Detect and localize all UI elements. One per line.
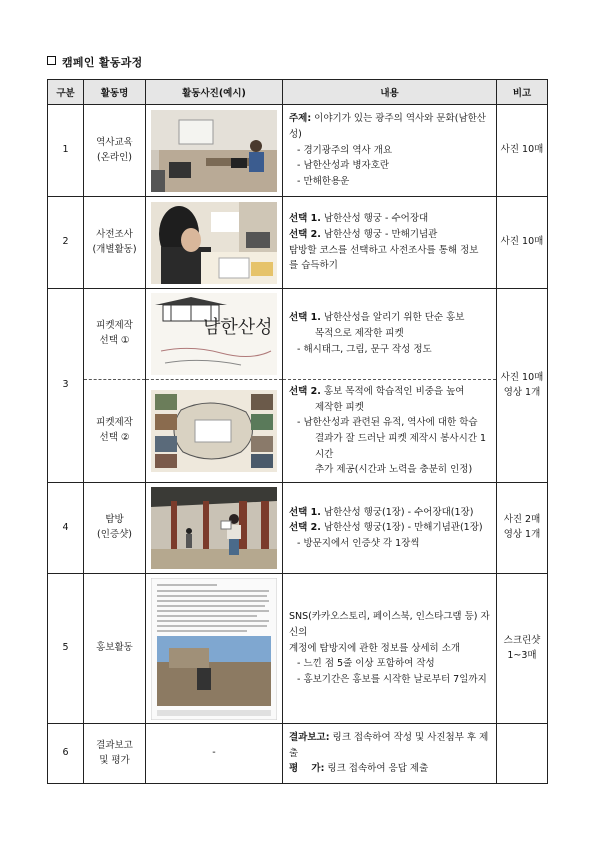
content-cell: SNS(카카오스토리, 페이스북, 인스타그램 등) 자신의 계정에 탐방지에 관한 정보를 상세히 소개 - 느낀 점 5줄 이상 포함하여 작성 - 홍보기간은 홍보를 시작한 날로부터 7일까지 xyxy=(283,574,497,724)
picket-photo-2 xyxy=(151,390,277,472)
photo-cell xyxy=(146,289,283,380)
activity-name: 탐방 (인증샷) xyxy=(84,483,146,574)
sns-screenshot xyxy=(151,578,277,720)
table-row xyxy=(48,105,548,197)
photo-cell xyxy=(146,197,283,289)
content-cell: 선택 1. 남한산성을 알리기 위한 단순 홍보 목적으로 제작한 피켓 - 해시태그, 그림, 문구 작성 정도 xyxy=(283,289,497,380)
checkbox-icon xyxy=(47,56,56,65)
activity-name: 피켓제작 선택 ① xyxy=(84,289,146,380)
table-row xyxy=(48,724,548,784)
picket-text: 남한산성 xyxy=(203,317,273,338)
note-cell: 스크린샷 1~3매 xyxy=(497,574,548,724)
research-photo xyxy=(151,202,277,284)
photo-cell xyxy=(146,380,283,483)
row-no: 4 xyxy=(48,483,84,574)
content-cell: 선택 1. 남한산성 행궁(1장) - 수어장대(1장) 선택 2. 남한산성 행궁(1장) - 만해기념관(1장) - 방문지에서 인증샷 각 1장씩 xyxy=(283,483,497,574)
photo-cell xyxy=(146,105,283,197)
activity-name: 홍보활동 xyxy=(84,574,146,724)
header-no: 구분 xyxy=(48,80,84,105)
content-cell: 선택 1. 남한산성 행궁 - 수어장대 선택 2. 남한산성 행궁 - 만해기념관 탐방할 코스를 선택하고 사전조사를 통해 정보 를 습득하기 xyxy=(283,197,497,289)
table-row xyxy=(48,574,548,724)
content-cell: 결과보고: 링크 접속하여 작성 및 사진첨부 후 제출 평 가: 링크 접속하여 응답 제출 xyxy=(283,724,497,784)
table-header-row xyxy=(48,80,548,105)
row-no: 6 xyxy=(48,724,84,784)
picket-photo-1 xyxy=(151,293,277,375)
row-no: 5 xyxy=(48,574,84,724)
photo-cell: - xyxy=(146,724,283,784)
activity-table xyxy=(47,79,548,784)
table-row xyxy=(48,483,548,574)
note-cell: 사진 2매 영상 1개 xyxy=(497,483,548,574)
row-no: 3 xyxy=(48,289,84,483)
activity-name: 사전조사 (개별활동) xyxy=(84,197,146,289)
activity-name: 역사교육 (온라인) xyxy=(84,105,146,197)
note-cell: 사진 10매 영상 1개 xyxy=(497,289,548,483)
table-row xyxy=(48,380,548,483)
note-cell xyxy=(497,724,548,784)
activity-name: 결과보고 및 평가 xyxy=(84,724,146,784)
online-class-photo xyxy=(151,110,277,192)
section-title-text: 캠페인 활동과정 xyxy=(62,56,143,69)
visit-photo xyxy=(151,487,277,569)
table-row xyxy=(48,197,548,289)
content-cell: 선택 2. 홍보 목적에 학습적인 비중을 높여 제작한 피켓 - 남한산성과 관련된 유적, 역사에 대한 학습 결과가 잘 드러난 피켓 제작시 봉사시간 1시간 추가 제공(시간과 노력을 충분히 인정) xyxy=(283,380,497,483)
header-note: 비고 xyxy=(497,80,548,105)
note-cell: 사진 10매 xyxy=(497,105,548,197)
section-title xyxy=(47,54,143,70)
row-no: 1 xyxy=(48,105,84,197)
header-photo: 활동사진(예시) xyxy=(146,80,283,105)
table-row xyxy=(48,289,548,380)
activity-name: 피켓제작 선택 ② xyxy=(84,380,146,483)
header-content: 내용 xyxy=(283,80,497,105)
row-no: 2 xyxy=(48,197,84,289)
header-name: 활동명 xyxy=(84,80,146,105)
content-cell: 주제: 이야기가 있는 광주의 역사와 문화(남한산성) - 경기광주의 역사 개요 - 남한산성과 병자호란 - 만해한용운 xyxy=(283,105,497,197)
photo-cell xyxy=(146,483,283,574)
photo-cell xyxy=(146,574,283,724)
note-cell: 사진 10매 xyxy=(497,197,548,289)
